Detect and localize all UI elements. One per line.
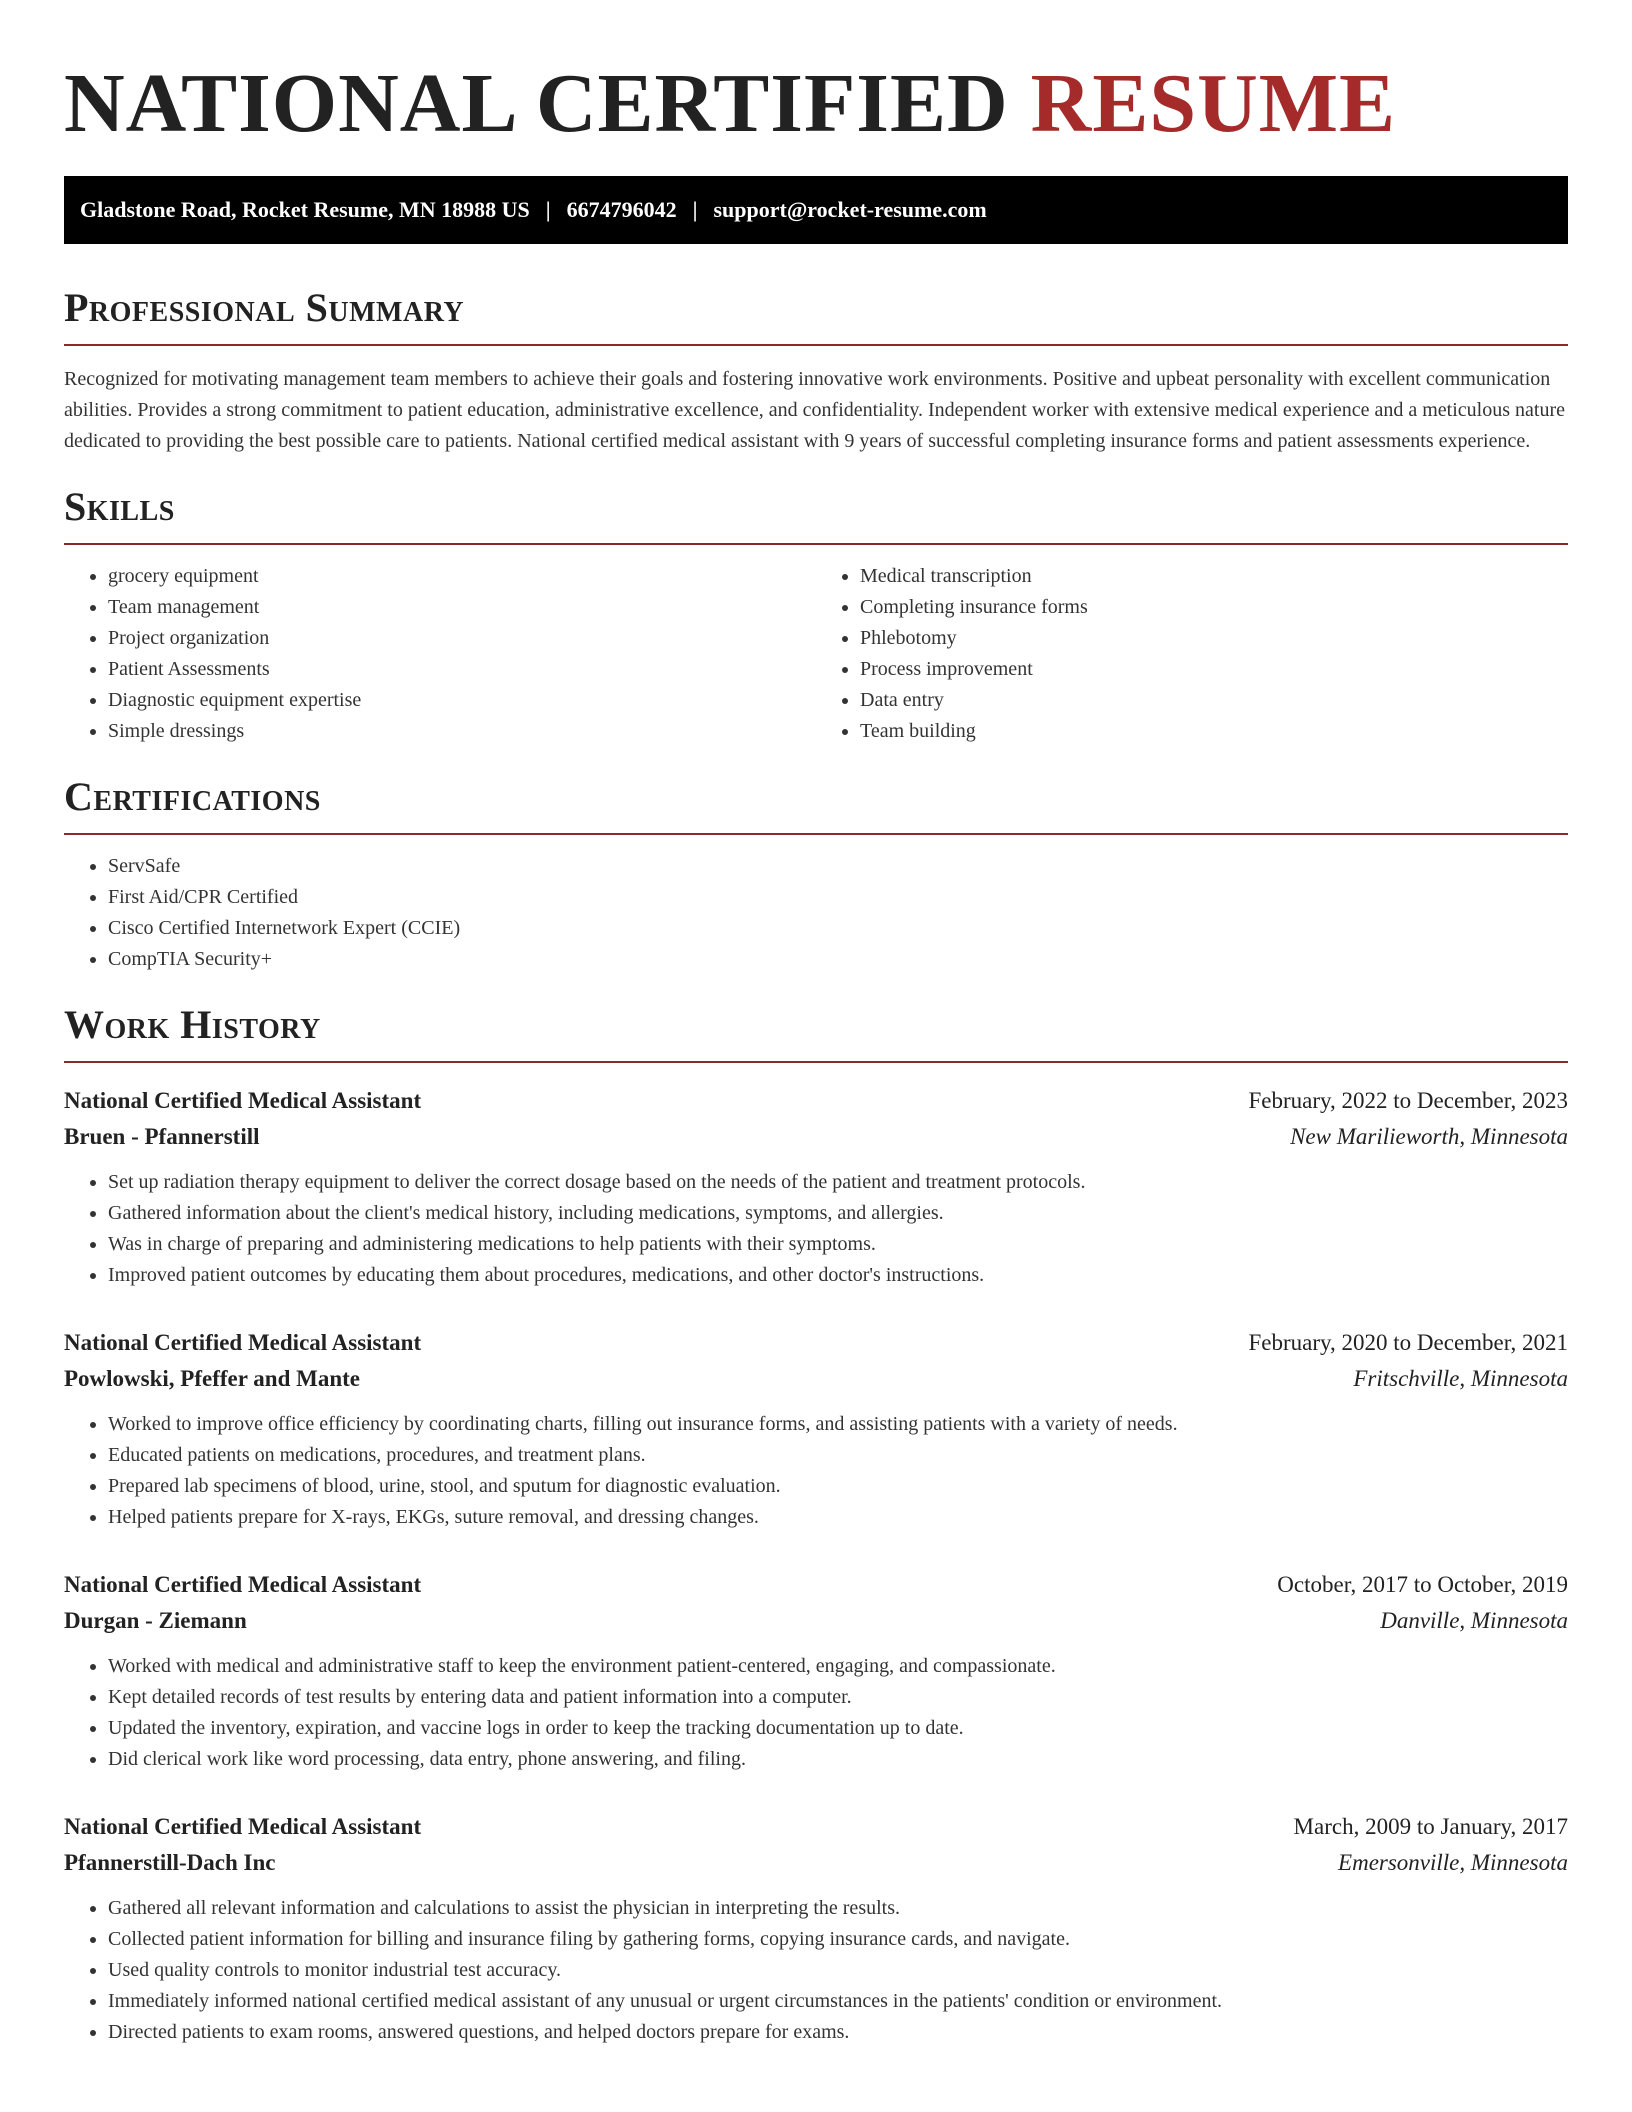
work-history-section [64,1002,1568,2048]
list-item: • Collected patient information for billing and insurance filing by gathering forms, copying insurance cards, and navigate. [108,1924,1568,1955]
list-item: • ServSafe [108,851,1568,882]
job-company-row [64,1845,1568,1881]
list-item: • Worked with medical and administrative staff to keep the environment patient-centered, engaging, and compassionate. [108,1651,1568,1682]
list-item: • Gathered all relevant information and calculations to assist the physician in interpreting the results. [108,1893,1568,1924]
list-item: • Process improvement [860,654,1568,685]
job-title-row [64,1083,1568,1119]
job-title-row [64,1325,1568,1361]
list-item: • Gathered information about the client's medical history, including medications, symptoms, and allergies. [108,1198,1568,1229]
certifications-list [64,851,1568,975]
job-company: Pfannerstill-Dach Inc [64,1850,276,1875]
job-title: National Certified Medical Assistant [64,1088,422,1113]
job-dates: February, 2022 to December, 2023 [1248,1088,1568,1113]
contact-email: support@rocket-resume.com [713,197,987,222]
name-accent: RESUME [1030,57,1397,150]
job-location: New Marilieworth, Minnesota [1290,1124,1568,1149]
list-item: • Team management [108,592,816,623]
job-dates: March, 2009 to January, 2017 [1293,1814,1568,1839]
contact-phone: 6674796042 [566,197,677,222]
job-title: National Certified Medical Assistant [64,1330,422,1355]
list-item: • Immediately informed national certified medical assistant of any unusual or urgent circumstances in the patients' condition or environment. [108,1986,1568,2017]
job-location: Fritschville, Minnesota [1353,1366,1568,1391]
job-location: Emersonville, Minnesota [1338,1850,1568,1875]
skills-section [64,484,1568,747]
job-bullets [64,1409,1568,1533]
list-item: • Updated the inventory, expiration, and vaccine logs in order to keep the tracking documentation up to date. [108,1713,1568,1744]
skills-columns [64,545,1568,747]
job-company-row [64,1119,1568,1155]
list-item: • Medical transcription [860,561,1568,592]
certifications-heading: Certifications [64,777,1568,835]
list-item: • Diagnostic equipment expertise [108,685,816,716]
name-primary: NATIONAL CERTIFIED [64,57,1031,150]
contact-address: Gladstone Road, Rocket Resume, MN 18988 US [80,197,530,222]
resume-name [64,54,1568,160]
list-item: • CompTIA Security+ [108,944,1568,975]
list-item: • Cisco Certified Internetwork Expert (CCIE) [108,913,1568,944]
list-item: • Set up radiation therapy equipment to deliver the correct dosage based on the needs of the patient and treatment protocols. [108,1167,1568,1198]
list-item: • Was in charge of preparing and administering medications to help patients with their symptoms. [108,1229,1568,1260]
job-location: Danville, Minnesota [1380,1608,1568,1633]
list-item: • Worked to improve office efficiency by coordinating charts, filling out insurance forms, and assisting patients with a variety of needs. [108,1409,1568,1440]
job-company: Bruen - Pfannerstill [64,1124,260,1149]
skills-list-right [816,561,1568,747]
list-item: • Used quality controls to monitor industrial test accuracy. [108,1955,1568,1986]
skills-heading: Skills [64,487,1568,545]
list-item: • Data entry [860,685,1568,716]
job-entry [64,1325,1568,1533]
list-item: • Did clerical work like word processing, data entry, phone answering, and filing. [108,1744,1568,1775]
list-item: • Project organization [108,623,816,654]
job-dates: October, 2017 to October, 2019 [1277,1572,1568,1597]
list-item: • Phlebotomy [860,623,1568,654]
summary-section [64,285,1568,457]
job-company: Powlowski, Pfeffer and Mante [64,1366,360,1391]
list-item: • First Aid/CPR Certified [108,882,1568,913]
skills-list-left [64,561,816,747]
contact-separator: | [545,197,551,222]
list-item: • Simple dressings [108,716,816,747]
certifications-section [64,774,1568,975]
list-item: • Educated patients on medications, procedures, and treatment plans. [108,1440,1568,1471]
job-entry [64,1567,1568,1775]
contact-separator: | [692,197,698,222]
job-company: Durgan - Ziemann [64,1608,247,1633]
summary-heading: Professional Summary [64,288,1568,346]
list-item: • Completing insurance forms [860,592,1568,623]
list-item: • Kept detailed records of test results by entering data and patient information into a computer. [108,1682,1568,1713]
job-bullets [64,1167,1568,1291]
contact-bar [64,176,1568,244]
list-item: • Helped patients prepare for X-rays, EKGs, suture removal, and dressing changes. [108,1502,1568,1533]
job-title: National Certified Medical Assistant [64,1814,422,1839]
list-item: • Improved patient outcomes by educating them about procedures, medications, and other doctor's instructions. [108,1260,1568,1291]
job-company-row [64,1361,1568,1397]
job-title-row [64,1809,1568,1845]
list-item: • Prepared lab specimens of blood, urine, stool, and sputum for diagnostic evaluation. [108,1471,1568,1502]
job-title: National Certified Medical Assistant [64,1572,422,1597]
list-item: • Directed patients to exam rooms, answered questions, and helped doctors prepare for exams. [108,2017,1568,2048]
list-item: • grocery equipment [108,561,816,592]
job-entry [64,1083,1568,1291]
list-item: • Team building [860,716,1568,747]
summary-text: Recognized for motivating management team members to achieve their goals and fostering innovative work environments. Positive and upbeat personality with excellent communication abilities. Provides a strong commitment to patient education, administrative excellence, and confidentiality. Independent worker with extensive medical experience and a meticulous nature dedicated to providing the best possible care to patients. National certified medical assistant with 9 years of successful completing insurance forms and patient assessments experience. [64,368,1565,452]
job-company-row [64,1603,1568,1639]
job-entry [64,1809,1568,2048]
job-bullets [64,1893,1568,2048]
job-bullets [64,1651,1568,1775]
list-item: • Patient Assessments [108,654,816,685]
work-history-heading: Work History [64,1005,1568,1063]
job-title-row [64,1567,1568,1603]
job-dates: February, 2020 to December, 2021 [1248,1330,1568,1355]
